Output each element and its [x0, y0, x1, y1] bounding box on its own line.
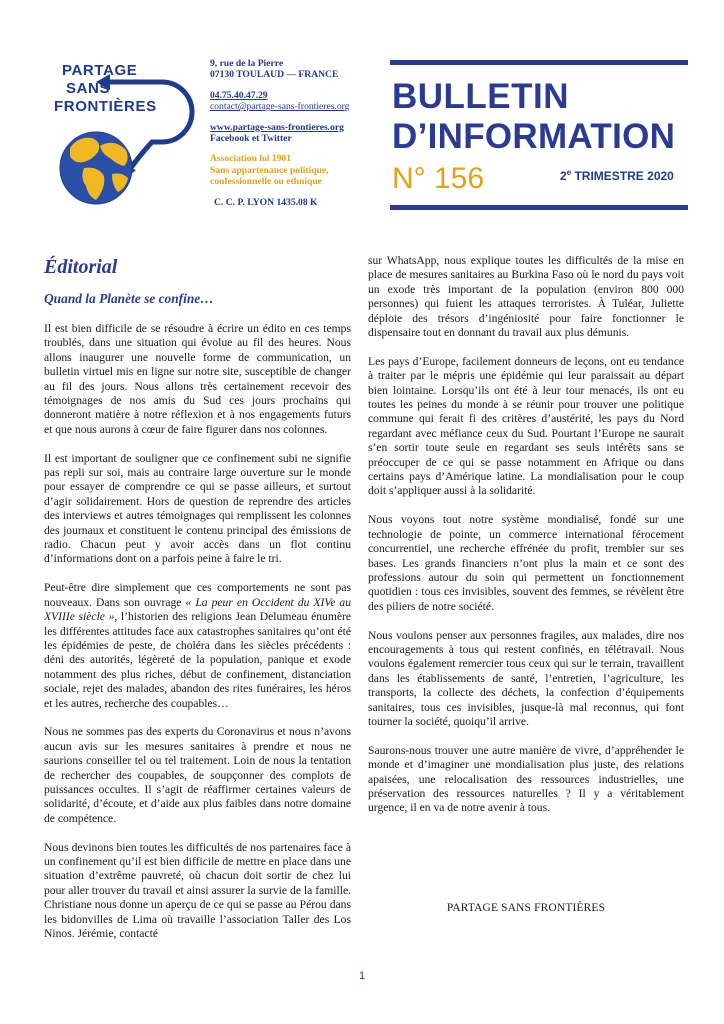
address-line-1: 9, rue de la Pierre	[210, 58, 284, 69]
bulletin-title-line-1: BULLETIN	[392, 77, 570, 116]
paragraph: Il est bien difficile de se résoudre à écrire un édito en ces temps troublés, dans une situation qui évolue au fil des heures. Nous allons inaugurer une nouvelle forme de communication, un bulletin virtuel mis en ligne sur notre site, susceptible de changer au fil des jours. Nous allons très certainement recevoir des témoignages de nos amis du Sud ces jours prochains qui donneront matière à notre réflexion et à nos engagements futurs et que nous aurons à cœur de faire figurer dans nos colonnes.	[44, 322, 351, 436]
book-title: « La peur en Occident du XIVe au XVIIIe siècle »	[44, 595, 351, 624]
association-status	[210, 153, 378, 187]
quarter-superscript: e	[566, 168, 572, 177]
association-line-2: Sans appartenance politique,	[210, 164, 329, 176]
paragraph: Saurons-nous trouver une autre manière de vivre, d’appréhender le monde et d’imaginer une mondialisation plus juste, des relations apaisées, une relocalisation des ressources industrielles, une préservation des ressources naturelles ? Il y a véritablement urgence, il en va de notre avenir à tous.	[368, 743, 684, 815]
website-link[interactable]: www.partage-sans-frontieres.org	[210, 121, 344, 133]
paragraph: Les pays d’Europe, facilement donneurs de leçons, ont eu tendance à traiter par le mépris une épidémie qui leur paraissait au départ bien lointaine. Lorsqu’ils ont été à leur tour menacés, ils ont eu toutes les peines du monde à se réunir pour trouver une politique commune qui ferait fi des critères d’austérité, les pays du Nord regardant avec méfiance ceux du Sud. Pourtant l’Europe ne saurait s’en sortir toute seule en regardant ses seuls intérêts sans se préoccuper de ce qui se passe notamment en Afrique ou dans certains pays d’Amérique latine. La mondialisation pour le coup doit s’appliquer aussi à la solidarité.	[368, 354, 684, 498]
issue-number: N° 156	[392, 162, 485, 195]
phone-link[interactable]: 04.75.40.47.29	[210, 89, 268, 101]
logo-line-3: FRONTIÈRES	[54, 98, 157, 115]
paragraph-text: , l’historien des religions Jean Delumeau énumère les différentes attitudes face aux catastrophes sanitaires qu’ont été les épidémies de peste, de choléra dans les siècles précédents : déni des autorités, légèreté de la population, panique et exode notamment des plus riches, début de confinement, distanciation sociale, rejet des malades, abandon des rites funéraires, les héros et les autres, recherche des coupables…	[44, 610, 351, 710]
association-line-1: Association loi 1901	[210, 153, 292, 165]
paragraph: Nous devinons bien toutes les difficultés de nos partenaires face à un confinement qu’il est bien difficile de mettre en place dans une situation d’extrême pauvreté, où chacun doit sortir de chez lui pour aller trouver du travail et ainsi assurer la survie de la famille. Christiane nous donne un aperçu de ce qui se passe au Pérou dans les bidonvilles de Lima où travaille l’association Taller des Los Ninos. Jérémie, contacté	[44, 840, 351, 940]
paragraph: Nous ne sommes pas des experts du Coronavirus et nous n’avons aucun avis sur les mesures sanitaires à prendre et nous ne saurions conseiller tel ou tel traitement. Loin de nous la tentation de rechercher des coupables, de soupçonner des complots de puissances occultes. Il s’agit de réaffirmer certaines valeurs de solidarité, d’écoute, et d’aide aux plus faibles dans notre domaine de compétence.	[44, 725, 351, 825]
paragraph-text: Peut-être dire simplement que ces comportements ne sont pas nouveaux. Dans son ouvrage	[44, 581, 351, 609]
issue-quarter	[560, 168, 674, 183]
address	[210, 58, 378, 81]
paragraph: Nous voulons penser aux personnes fragiles, aux malades, dire nos encouragements à tous qui restent confinés, en télétravail. Nous voulons également remercier tous ceux qui sur le terrain, travaillent dans les établissements de santé, l’entretien, l’agriculture, les transports, la collecte des déchets, la confection d’équipements sanitaires, tous ces invisibles, jusque-là mal reconnus, qui font tourner la société, quoiqu’il arrive.	[368, 628, 684, 728]
paragraph	[44, 581, 351, 711]
logo-line-2: SANS	[66, 80, 111, 97]
logo-line-1: PARTAGE	[62, 62, 138, 79]
email-link[interactable]: contact@partage-sans-frontieres.org	[210, 101, 350, 113]
contact-details	[210, 90, 378, 113]
ccp-number: C. C. P. LYON 1435.08 K	[214, 196, 318, 208]
quarter-number: 2	[560, 169, 567, 183]
editorial-heading: Éditorial	[44, 256, 118, 278]
title-top-rule	[390, 60, 688, 65]
article-right-column	[368, 254, 684, 830]
page-number: 1	[358, 970, 366, 982]
contact-block	[210, 58, 378, 208]
paragraph: Nous voyons tout notre système mondialisé, fondé sur une technologie de pointe, un commerce international férocement concurrentiel, une recherche effrénée du profit, trembler sur ses bases. Les grands financiers n’ont plus la main et ce sont des professions autour du soin qui permettent un fonctionnement quotidien : tous ces invisibles, souvent des femmes, se révèlent être des piliers de notre société.	[368, 513, 684, 613]
social-text: Facebook et Twitter	[210, 133, 292, 145]
web-details	[210, 122, 378, 145]
editorial-subheading: Quand la Planète se confine…	[44, 291, 214, 306]
bulletin-title-box	[390, 60, 690, 214]
association-line-3: confessionnelle ou ethnique	[210, 176, 322, 188]
bulletin-title-line-2: D’INFORMATION	[392, 117, 676, 156]
organization-logo	[44, 56, 200, 208]
paragraph: sur WhatsApp, nous explique toutes les difficultés de la mise en place de mesures sanitaires au Burkina Faso où le nord du pays voit un exode très important de la population (environ 800 000 personnes) qui fuient les attaques terroristes. À Tuléar, Juliette déploie des trésors d’ingéniosité pour faire fonctionner le dispensaire tout en donnant du travail aux plus démunis.	[368, 254, 684, 340]
quarter-text: TRIMESTRE 2020	[571, 169, 674, 183]
title-bottom-rule	[390, 205, 688, 210]
article-left-column	[44, 254, 351, 956]
article-signature: PARTAGE SANS FRONTIÈRES	[446, 902, 606, 914]
paragraph: Il est important de souligner que ce confinement subi ne signifie pas repli sur soi, mais au contraire large ouverture sur le monde pour essayer de comprendre ce qui se passe ailleurs, et surtout d’agir solidairement. Hors de question de reprendre des articles des interviews et autres témoignages qui remplissent les colonnes des journaux et constituent le contenu principal des émissions de radio. Chacun peut y avoir accès dans un flot continu d’informations dont on a parfois peine à faire le tri.	[44, 451, 351, 566]
address-line-2: 07130 TOULAUD — FRANCE	[210, 69, 339, 81]
